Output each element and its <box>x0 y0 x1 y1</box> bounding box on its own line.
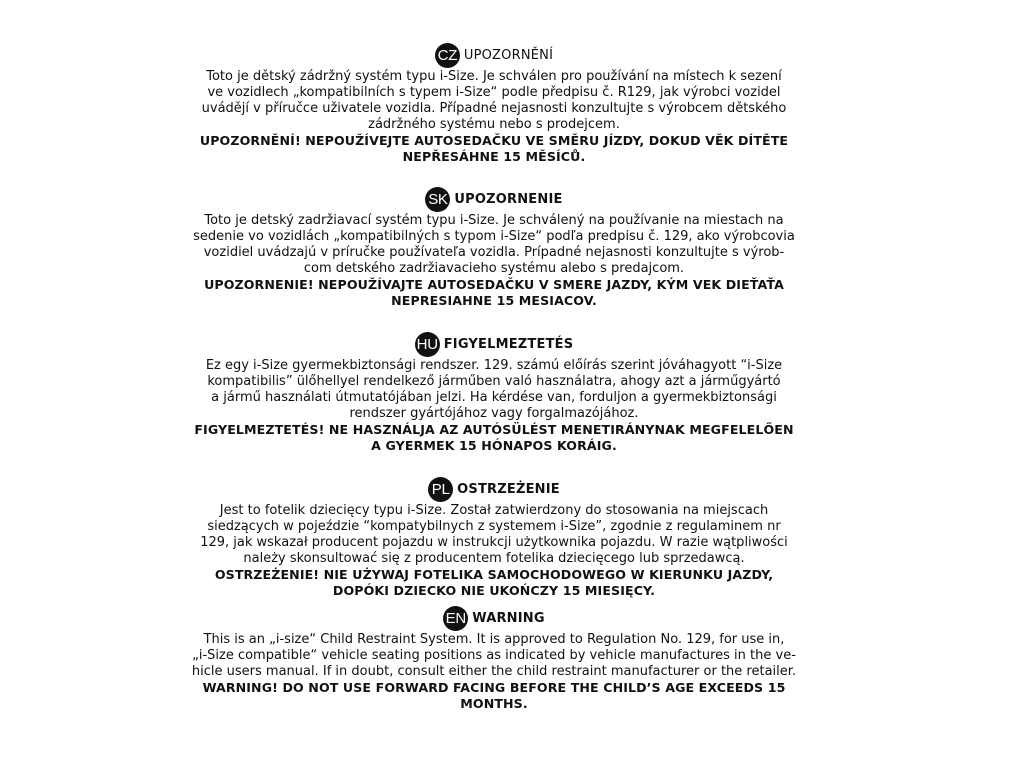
section-pl <box>160 476 828 599</box>
section-warning: WARNING! DO NOT USE FORWARD FACING BEFORE THE CHILD’S AGE EXCEEDS 15 MONTHS. <box>202 680 786 711</box>
section-body: Ez egy i-Size gyermekbiztonsági rendszer. 129. számú előírás szerint jóváhagyott “i-Size kompatibilis” ülőhellyel rendelkező járműben való használatra, ahogy azt a járműgyártó a jármű használati útmutatójában jelzi. Ha kérdése van, forduljon a gyermekbiztonsági rendszer gyártójához vagy forgalmazójához. <box>205 358 783 421</box>
section-heading <box>160 605 828 631</box>
section-title: WARNING <box>472 610 545 626</box>
section-body: This is an „i-size“ Child Restraint System. It is approved to Regulation No. 129, for use in, „i-Size compatible“ vehicle seating positions as indicated by vehicle manufactures in the ve- hicle users manual. If in doubt, consult either the child restraint manufacturer or the retailer. <box>191 632 797 679</box>
section-warning: UPOZORNENIE! NEPOUŽÍVAJTE AUTOSEDAČKU V SMERE JAZDY, KÝM VEK DIEŤAŤA NEPRESIAHNE 15 MESIACOV. <box>204 277 784 308</box>
section-en <box>160 605 828 712</box>
section-heading <box>160 186 828 212</box>
section-title: FIGYELMEZTETÉS <box>443 336 574 352</box>
section-hu <box>160 331 828 454</box>
section-title: UPOZORNĚNÍ <box>463 47 554 63</box>
language-badge-hu: HU <box>415 332 440 357</box>
language-badge-cz: CZ <box>435 43 460 68</box>
section-title: UPOZORNENIE <box>454 191 563 207</box>
section-body: Toto je dětský zádržný systém typu i-Size. Je schválen pro používání na místech k sezení ve vozidlech „kompatibilních s typem i-Size“ podle předpisu č. R129, jak výrobci vozidel uvádějí v příručce uživatele vozidla. Případné nejasnosti konzultujte s výrobcem dětského zádržného systému nebo s prodejcem. <box>201 69 787 132</box>
section-body: Jest to fotelik dziecięcy typu i-Size. Został zatwierdzony do stosowania na miejscach siedzących w pojeździe “kompatybilnych z systemem i-Size”, zgodnie z regulaminem nr 129, jak wskazał producent pojazdu w instrukcji użytkownika pojazdu. W razie wątpliwości należy skonsultować się z producentem fotelika dziecięcego lub sprzedawcą. <box>200 503 788 566</box>
section-heading <box>160 42 828 68</box>
language-badge-sk: SK <box>425 187 450 212</box>
section-warning: OSTRZEŻENIE! NIE UŻYWAJ FOTELIKA SAMOCHODOWEGO W KIERUNKU JAZDY, DOPÓKI DZIECKO NIE UKOŃCZY 15 MIESIĘCY. <box>214 567 774 598</box>
section-title: OSTRZEŻENIE <box>457 481 560 497</box>
language-badge-pl: PL <box>428 477 453 502</box>
section-warning: FIGYELMEZTETÉS! NE HASZNÁLJA AZ AUTÓSÜLÉST MENETIRÁNYNAK MEGFELELŐEN A GYERMEK 15 HÓNAPOS KORÁIG. <box>194 422 794 453</box>
language-badge-en: EN <box>443 606 468 631</box>
section-heading <box>160 331 828 357</box>
section-cz <box>160 42 828 165</box>
section-heading <box>160 476 828 502</box>
section-warning: UPOZORNĚNÍ! NEPOUŽÍVEJTE AUTOSEDAČKU VE SMĚRU JÍZDY, DOKUD VĚK DÍTĚTE NEPŘESÁHNE 15 MĚSÍCŮ. <box>199 133 789 164</box>
section-sk <box>160 186 828 309</box>
section-body: Toto je detský zadržiavací systém typu i-Size. Je schválený na používanie na miestach na sedenie vo vozidlách „kompatibilných s typom i-Size“ podľa predpisu č. 129, ako výrobcovia vozidiel uvádzajú v príručke používateľa vozidla. Prípadné nejasnosti konzultujte s výrob- com detského zadržiavacieho systému alebo s predajcom. <box>193 213 795 276</box>
